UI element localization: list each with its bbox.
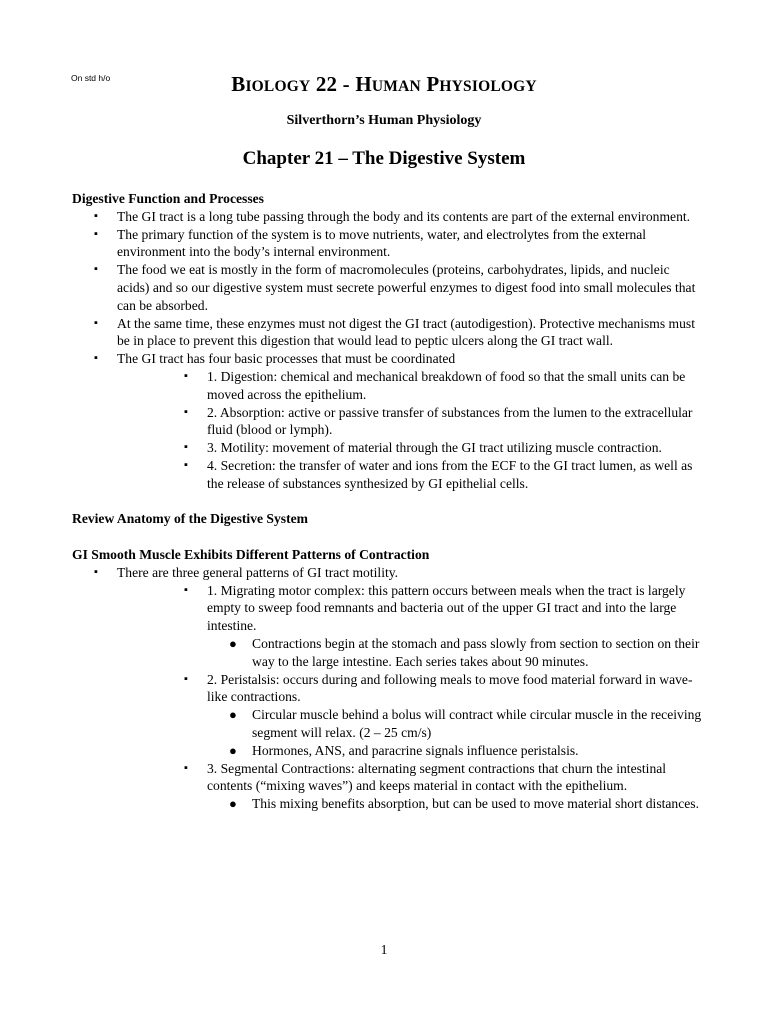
list-item-text: 1. Digestion: chemical and mechanical breakdown of food so that the small units can be moved across the epithelium. [207, 368, 686, 402]
list-item-text: 3. Segmental Contractions: alternating segment contractions that churn the intestinal contents (“mixing waves”) and keeps material in contact with the epithelium. [207, 760, 667, 794]
title-rest-physiology: HYSIOLOGY [439, 78, 537, 95]
square-bullet-icon: ▪ [184, 405, 188, 418]
square-bullet-icon: ▪ [94, 316, 98, 329]
square-bullet-icon: ▪ [184, 761, 188, 774]
square-bullet-icon: ▪ [94, 227, 98, 240]
pattern-detail-list [72, 635, 702, 671]
list-item [72, 564, 702, 582]
title-initial-b: B [231, 72, 246, 96]
motility-patterns-list [72, 671, 702, 707]
title-number: 22 - [310, 72, 356, 96]
list-item-text: Circular muscle behind a bolus will contract while circular muscle in the receiving segment will relax. (2 – 25 cm/s) [252, 707, 702, 740]
square-bullet-icon: ▪ [184, 441, 188, 454]
section-heading-digestive-function: Digestive Function and Processes [72, 191, 264, 206]
list-item [72, 706, 702, 742]
list-item [72, 457, 702, 493]
list-item [72, 671, 702, 707]
title-initial-p: P [426, 72, 440, 96]
square-bullet-icon: ▪ [184, 672, 188, 685]
textbook-subtitle: Silverthorn’s Human Physiology [286, 113, 482, 128]
motility-list [72, 564, 702, 582]
list-item [72, 795, 702, 813]
chapter-title: Chapter 21 – The Digestive System [242, 148, 526, 169]
list-item-text: 2. Absorption: active or passive transfer of substances from the lumen to the extracellular fluid (blood or lymph). [207, 404, 693, 438]
title-initial-h: H [355, 72, 372, 96]
pattern-detail-list [72, 795, 702, 813]
square-bullet-icon: ▪ [94, 352, 98, 365]
basic-processes-list [72, 368, 702, 493]
list-item [72, 226, 702, 262]
list-item [72, 208, 702, 226]
document-body [72, 190, 702, 813]
list-item [72, 635, 702, 671]
square-bullet-icon: ▪ [184, 458, 188, 471]
pattern-detail-list [72, 706, 702, 759]
list-item-text: This mixing benefits absorption, but can be used to move material short distances. [252, 796, 699, 812]
square-bullet-icon: ▪ [94, 209, 98, 222]
list-item-text: 1. Migrating motor complex: this pattern occurs between meals when the tract is largely empty to sweep food remnants and bacteria out of the upper GI tract and into the large intestine. [207, 582, 686, 634]
square-bullet-icon: ▪ [184, 369, 188, 382]
round-bullet-icon: ● [229, 796, 237, 812]
list-item-text: 4. Secretion: the transfer of water and ions from the ECF to the GI tract lumen, as well as the release of substances synthesized by GI epithelial cells. [207, 457, 693, 491]
list-item-text: The GI tract has four basic processes that must be coordinated [117, 351, 456, 367]
list-item [72, 439, 702, 457]
round-bullet-icon: ● [229, 707, 237, 723]
square-bullet-icon: ▪ [94, 263, 98, 276]
list-item [72, 404, 702, 440]
list-item-text: The GI tract is a long tube passing through the body and its contents are part of the external environment. [117, 208, 691, 224]
page-number: 1 [380, 942, 388, 957]
corner-note: On std h/o [71, 73, 111, 83]
spacer [72, 528, 702, 546]
list-item [72, 315, 702, 351]
motility-patterns-list [72, 582, 702, 635]
list-item-text: Hormones, ANS, and paracrine signals influence peristalsis. [252, 742, 579, 758]
square-bullet-icon: ▪ [184, 583, 188, 596]
list-item [72, 368, 702, 404]
list-item-text: 2. Peristalsis: occurs during and following meals to move food material forward in wave-like contractions. [207, 671, 693, 705]
square-bullet-icon: ▪ [94, 565, 98, 578]
list-item-text: The food we eat is mostly in the form of macromolecules (proteins, carbohydrates, lipids, and nucleic acids) and so our digestive system must secrete powerful enzymes to digest food into small molecules that can be absorbed. [117, 262, 696, 313]
course-title [0, 72, 768, 97]
spacer [72, 493, 702, 511]
list-item [72, 261, 702, 314]
list-item [72, 350, 702, 368]
list-item [72, 760, 702, 796]
list-item-text: There are three general patterns of GI tract motility. [117, 564, 399, 580]
list-item [72, 742, 702, 760]
round-bullet-icon: ● [229, 635, 237, 651]
title-rest-human: UMAN [371, 78, 421, 95]
list-item-text: Contractions begin at the stomach and pass slowly from section to section on their way to the large intestine. Each series takes about 90 minutes. [252, 635, 700, 669]
list-item-text: The primary function of the system is to move nutrients, water, and electrolytes from the external environment into the body’s internal environment. [117, 226, 647, 260]
motility-patterns-list [72, 760, 702, 796]
round-bullet-icon: ● [229, 742, 237, 758]
title-rest-biology: IOLOGY [245, 78, 311, 95]
list-item-text: 3. Motility: movement of material through the GI tract utilizing muscle contraction. [207, 440, 662, 456]
list-item [72, 582, 702, 635]
digestive-function-list [72, 208, 702, 368]
list-item-text: At the same time, these enzymes must not digest the GI tract (autodigestion). Protective mechanisms must be in place to prevent this digestion that would lead to peptic ulcers along the GI tract wall. [117, 315, 695, 349]
section-heading-review-anatomy: Review Anatomy of the Digestive System [72, 511, 308, 527]
section-heading-smooth-muscle: GI Smooth Muscle Exhibits Different Patterns of Contraction [72, 546, 430, 562]
